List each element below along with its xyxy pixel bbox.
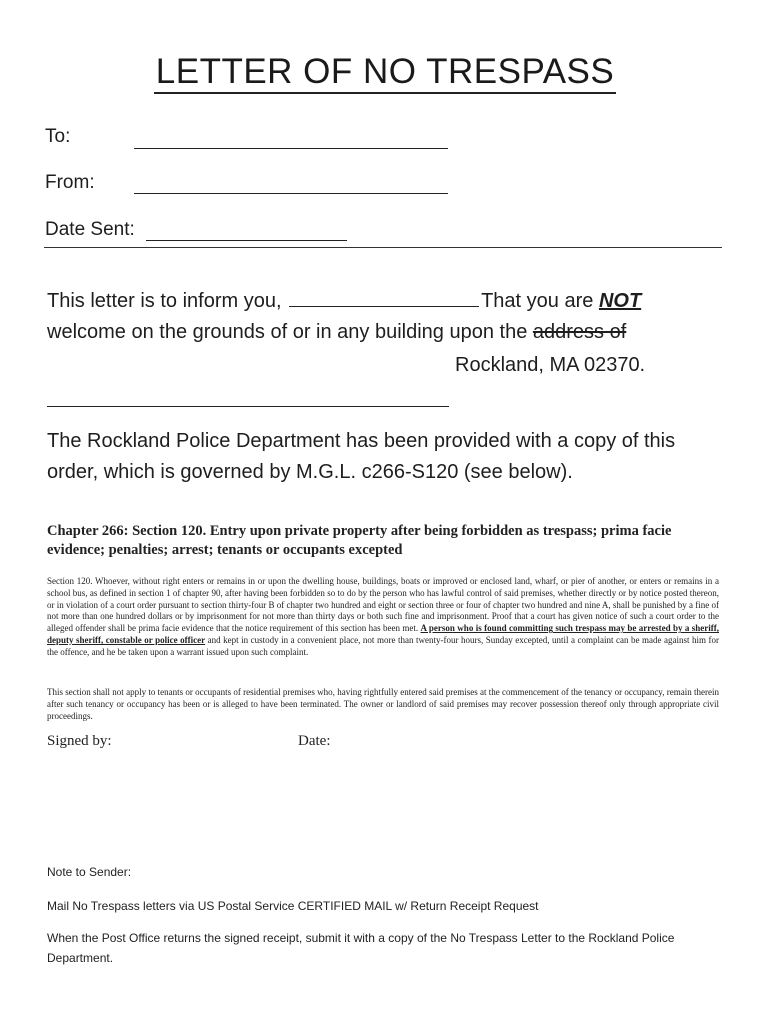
statute-paragraph-1 bbox=[47, 576, 719, 659]
date-sent-label: Date Sent: bbox=[45, 219, 135, 240]
page-title: LETTER OF NO TRESPASS bbox=[0, 52, 770, 92]
date-label: Date: bbox=[298, 733, 331, 749]
police-line-2: order, which is governed by M.G.L. c266-S120 (see below). bbox=[47, 461, 573, 483]
note-line-1: Mail No Trespass letters via US Postal Service CERTIFIED MAIL w/ Return Receipt Request bbox=[47, 899, 539, 913]
body-line-2 bbox=[47, 321, 626, 344]
police-line-1: The Rockland Police Department has been provided with a copy of this bbox=[47, 430, 676, 452]
address-blank-line[interactable] bbox=[47, 406, 449, 407]
statute-para1-tail: and kept in custody in a convenient place, not more than twenty-four hours, Sunday excepted, until a complaint can be made against him for the offence, and he be taken upon a warrant issued upon such complaint. bbox=[47, 634, 720, 657]
note-line-2: When the Post Office returns the signed receipt, submit it with a copy of the No Trespass Letter to the Rockland Police Department. bbox=[47, 931, 675, 965]
body-inform-text: This letter is to inform you, bbox=[47, 290, 282, 312]
body-that-text: That you are bbox=[481, 290, 594, 312]
statute-paragraph-2: This section shall not apply to tenants or occupants of residential premises who, having rightfully entered said premises at the commencement of the tenancy or occupancy, remain therein after such tenancy or occupancy has been or is alleged to have been terminated. The owner or landlord of said premises may recover possession thereof only through appropriate civil proceedings. bbox=[47, 687, 719, 721]
to-blank-line[interactable] bbox=[134, 148, 448, 149]
body-line-1 bbox=[47, 290, 641, 313]
to-label: To: bbox=[45, 126, 71, 147]
address-city: Rockland, MA 02370. bbox=[455, 354, 646, 376]
date-sent-blank-line[interactable] bbox=[146, 240, 347, 241]
signed-by-label: Signed by: bbox=[47, 733, 112, 749]
statute-heading: Chapter 266: Section 120. Entry upon private property after being forbidden as trespass; prima facie evidence; penalties; arrest; tenants or occupants excepted bbox=[47, 523, 672, 558]
not-emphasis: NOT bbox=[598, 290, 642, 312]
note-heading: Note to Sender: bbox=[47, 865, 132, 879]
struck-address-text: address of bbox=[532, 321, 627, 343]
header-divider bbox=[44, 247, 722, 248]
recipient-name-blank[interactable] bbox=[289, 306, 479, 307]
from-blank-line[interactable] bbox=[134, 193, 448, 194]
from-label: From: bbox=[45, 172, 95, 193]
statute-arrest-clause: A person who is found committing such trespass may be arrested by a sheriff, deputy sheriff, constable or police officer bbox=[47, 623, 719, 645]
statute-para1-text: Section 120. Whoever, without right enters or remains in or upon the dwelling house, buildings, boats or improved or enclosed land, wharf, or pier of another, or enters or remains in a school bus, as defined in section 1 of chapter 90, after having been forbidden so to do by the person who has lawful control of said premises, whether directly or by notice posted thereon, or in violation of a court order pursuant to section thirty-four B of chapter two hundred and eight or section three or four of chapter two hundred and nine A, shall be punished by a fine of not more than one hundred dollars or by imprisonment for not more than thirty days or both such fine and imprisonment. Proof that a court has given notice of such a court order to the alleged offender shall be prima facie evidence that the notice requirement of this section has been met. bbox=[47, 576, 719, 634]
body-welcome-text: welcome on the grounds of or in any building upon the bbox=[47, 321, 528, 343]
